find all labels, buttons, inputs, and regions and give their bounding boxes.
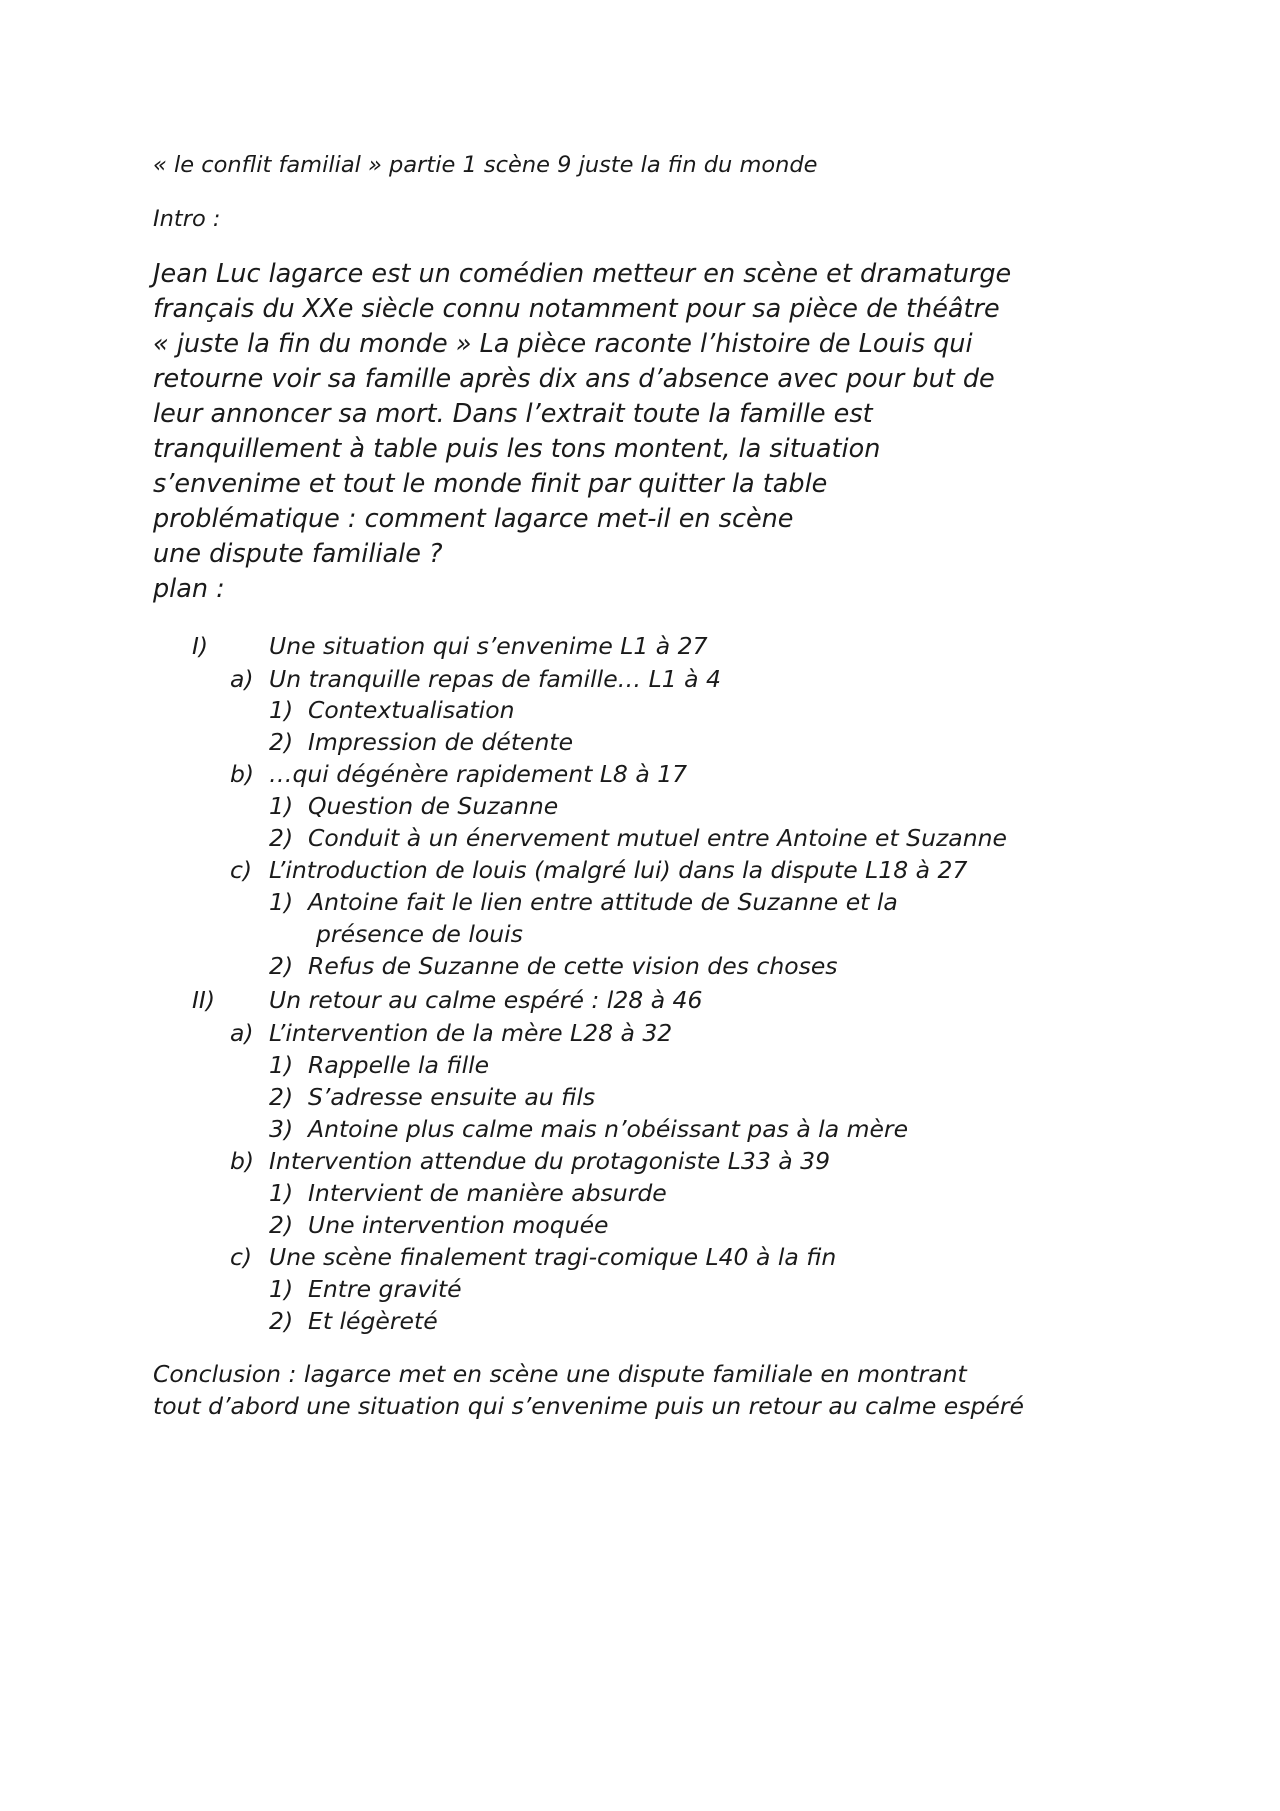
point-marker: 2) [269, 952, 294, 980]
point-text: Conduit à un énervement mutuel entre Antoine et Suzanne [308, 824, 1007, 852]
point-text: Entre gravité [308, 1275, 462, 1303]
subpart-heading: L’introduction de louis (malgré lui) dans la dispute L18 à 27 [269, 856, 968, 884]
point-marker: 2) [269, 1083, 294, 1111]
point-text: Et légèreté [308, 1307, 438, 1335]
point-text: S’adresse ensuite au fils [308, 1083, 596, 1111]
point-text: Refus de Suzanne de cette vision des choses [308, 952, 838, 980]
subpart-marker: c) [230, 856, 253, 884]
subpart-heading: L’intervention de la mère L28 à 32 [269, 1019, 673, 1047]
subpart-heading: Une scène finalement tragi-comique L40 à la fin [269, 1243, 837, 1271]
part-marker: II) [192, 986, 216, 1014]
intro-line: français du XXe siècle connu notamment pour sa pièce de théâtre [153, 294, 1000, 324]
part-heading: Un retour au calme espéré : l28 à 46 [269, 986, 703, 1014]
plan-label: plan : [153, 574, 225, 604]
point-marker: 2) [269, 1307, 294, 1335]
point-text-continuation: présence de louis [316, 920, 523, 948]
point-marker: 1) [269, 1051, 294, 1079]
intro-line: Jean Luc lagarce est un comédien metteur en scène et dramaturge [153, 259, 1012, 289]
subpart-heading: Un tranquille repas de famille… L1 à 4 [269, 665, 721, 693]
intro-line: s’envenime et tout le monde finit par quitter la table [153, 469, 828, 499]
point-text: Intervient de manière absurde [308, 1179, 667, 1207]
intro-line: tranquillement à table puis les tons montent, la situation [153, 434, 881, 464]
intro-label: Intro : [153, 206, 221, 232]
conclusion-line: Conclusion : lagarce met en scène une dispute familiale en montrant [153, 1360, 967, 1388]
part-heading: Une situation qui s’envenime L1 à 27 [269, 632, 708, 660]
subpart-marker: a) [230, 665, 254, 693]
point-marker: 1) [269, 888, 294, 916]
subpart-marker: a) [230, 1019, 254, 1047]
point-text: Une intervention moquée [308, 1211, 609, 1239]
subpart-heading: Intervention attendue du protagoniste L33 à 39 [269, 1147, 831, 1175]
intro-line: « juste la fin du monde » La pièce raconte l’histoire de Louis qui [153, 329, 973, 359]
point-marker: 2) [269, 728, 294, 756]
subpart-marker: c) [230, 1243, 253, 1271]
subpart-heading: …qui dégénère rapidement L8 à 17 [269, 760, 688, 788]
document-title: « le conflit familial » partie 1 scène 9 juste la fin du monde [153, 152, 818, 178]
point-marker: 1) [269, 1275, 294, 1303]
intro-line: retourne voir sa famille après dix ans d’absence avec pour but de [153, 364, 995, 394]
subpart-marker: b) [230, 1147, 255, 1175]
point-text: Contextualisation [308, 696, 515, 724]
problematique-line: problématique : comment lagarce met-il en scène [153, 504, 794, 534]
subpart-marker: b) [230, 760, 255, 788]
point-marker: 1) [269, 696, 294, 724]
point-marker: 1) [269, 1179, 294, 1207]
part-marker: I) [192, 632, 209, 660]
conclusion-line: tout d’abord une situation qui s’envenime puis un retour au calme espéré [153, 1392, 1024, 1420]
intro-line: leur annoncer sa mort. Dans l’extrait toute la famille est [153, 399, 873, 429]
point-text: Impression de détente [308, 728, 574, 756]
point-marker: 2) [269, 824, 294, 852]
point-text: Rappelle la fille [308, 1051, 490, 1079]
point-marker: 3) [269, 1115, 294, 1143]
point-text: Question de Suzanne [308, 792, 559, 820]
point-text: Antoine plus calme mais n’obéissant pas à la mère [308, 1115, 909, 1143]
point-text: Antoine fait le lien entre attitude de Suzanne et la [308, 888, 898, 916]
point-marker: 2) [269, 1211, 294, 1239]
problematique-line: une dispute familiale ? [153, 539, 443, 569]
point-marker: 1) [269, 792, 294, 820]
